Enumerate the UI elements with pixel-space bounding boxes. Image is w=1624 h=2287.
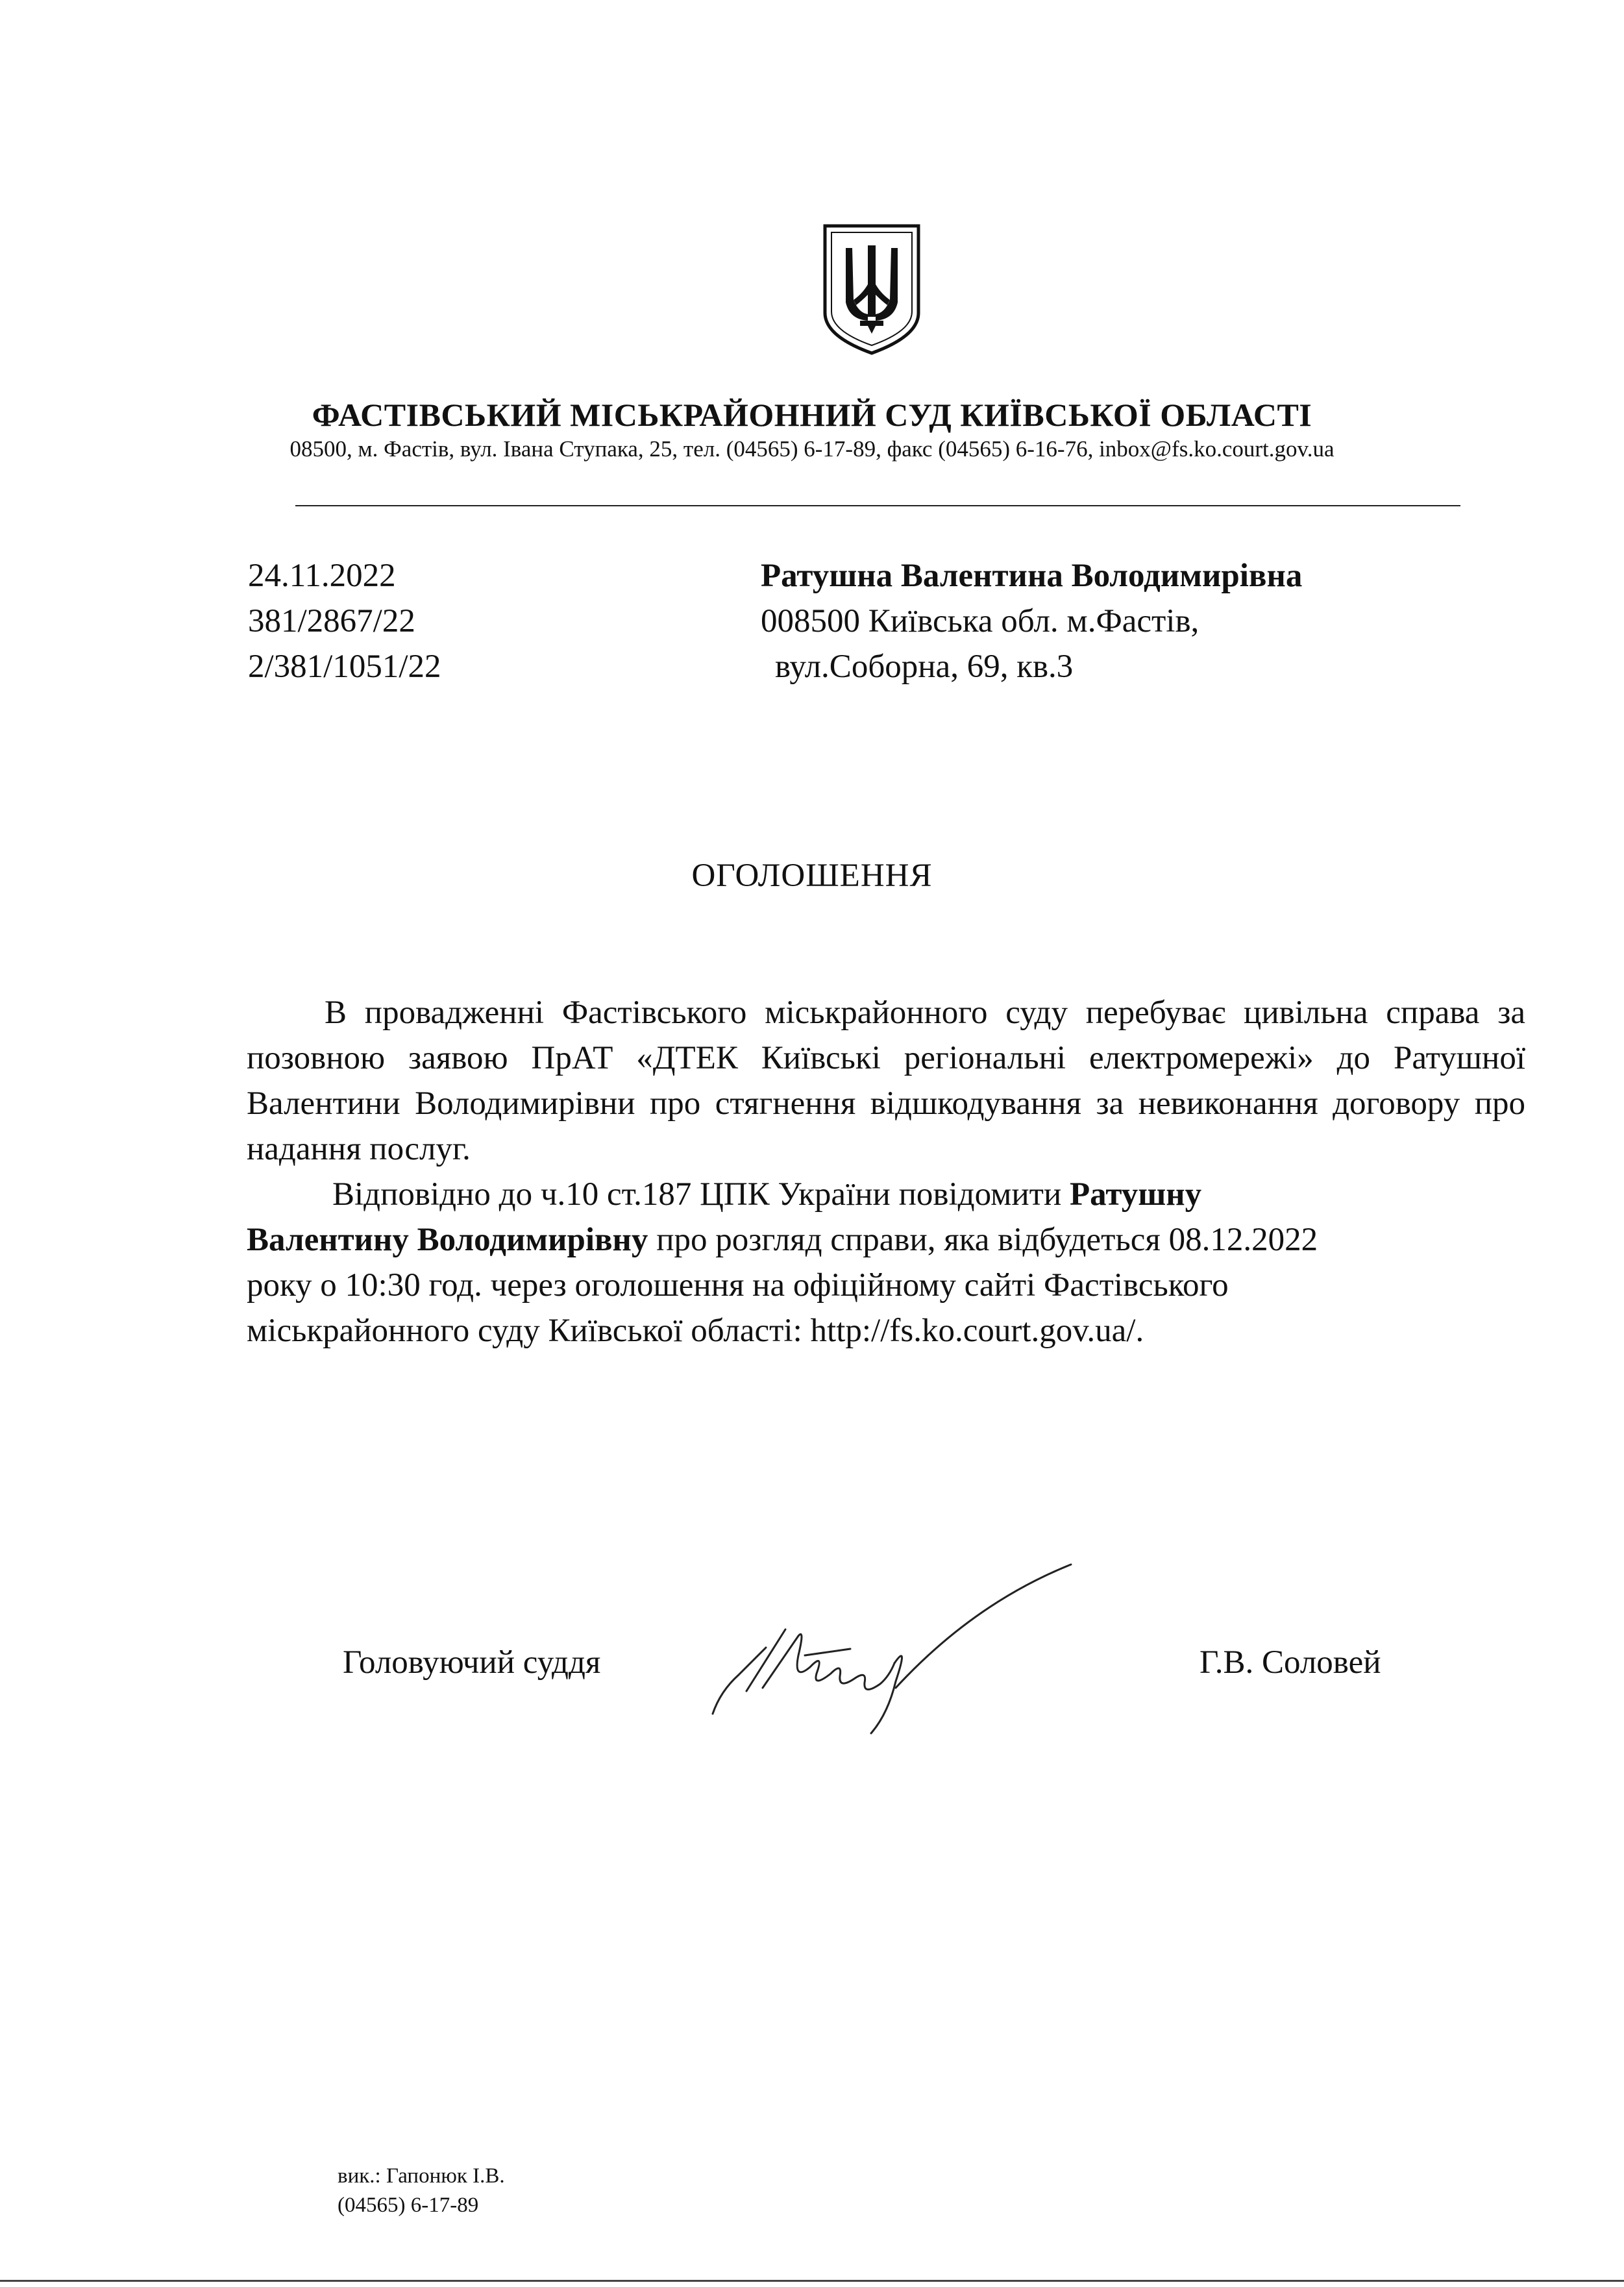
body-paragraph-2 [247, 1172, 1509, 1354]
coat-of-arms-icon [820, 222, 924, 357]
judge-signature [701, 1551, 1090, 1746]
notice-text: Відповідно до ч.10 ст.187 ЦПК України повідомити [332, 1176, 1070, 1213]
body-paragraph-2-line-1 [247, 1172, 1509, 1217]
body-paragraph-1: В провадженні Фастівського міськрайонного суду перебуває цивільна справа за позовною заявою ПрАТ «ДТЕК Київські регіональні електромережі» до Ратушної Валентини Володимирівни про стягнення відшкодування за невиконання договору про надання послуг. [247, 995, 1525, 1167]
scan-bottom-edge [0, 2280, 1624, 2282]
document-meta [248, 553, 441, 689]
body-paragraph-2-line-3: року о 10:30 год. через оголошення на офіційному сайті Фастівського [247, 1267, 1229, 1304]
recipient-block [761, 553, 1302, 689]
judge-name: Г.В. Соловей [1200, 1644, 1381, 1681]
court-name: ФАСТІВСЬКИЙ МІСЬКРАЙОННИЙ СУД КИЇВСЬКОЇ ОБЛАСТІ [312, 397, 1312, 433]
body-paragraph-2-line-4: міськрайонного суду Київської області: http://fs.ko.court.gov.ua/. [247, 1313, 1144, 1349]
proceeding-number: 2/381/1051/22 [248, 649, 441, 685]
court-address: 08500, м. Фастів, вул. Івана Ступака, 25, тел. (04565) 6-17-89, факс (04565) 6-16-76, inbox@fs.ko.court.gov.ua [289, 436, 1335, 462]
body-paragraph-2-line-2 [247, 1217, 1509, 1263]
case-number: 381/2867/22 [248, 603, 415, 639]
executor-phone: (04565) 6-17-89 [338, 2194, 479, 2217]
recipient-name: Ратушна Валентина Володимирівна [761, 558, 1303, 594]
presiding-judge-label: Головуючий суддя [343, 1644, 601, 1681]
header-divider [295, 505, 1460, 506]
document-body [247, 990, 1525, 1354]
executor-name: вик.: Гапонюк І.В. [338, 2164, 505, 2188]
respondent-given-names: Валентину Володимирівну [247, 1222, 648, 1258]
respondent-surname: Ратушну [1070, 1176, 1202, 1213]
executor-block [338, 2162, 505, 2220]
hearing-date-text: про розгляд справи, яка відбудеться 08.12.2022 [648, 1222, 1318, 1258]
recipient-address-line2: вул.Соборна, 69, кв.3 [775, 649, 1074, 685]
document-date: 24.11.2022 [248, 558, 396, 594]
document-title: ОГОЛОШЕННЯ [691, 858, 933, 894]
recipient-address-line1: 008500 Київська обл. м.Фастів, [761, 603, 1200, 639]
